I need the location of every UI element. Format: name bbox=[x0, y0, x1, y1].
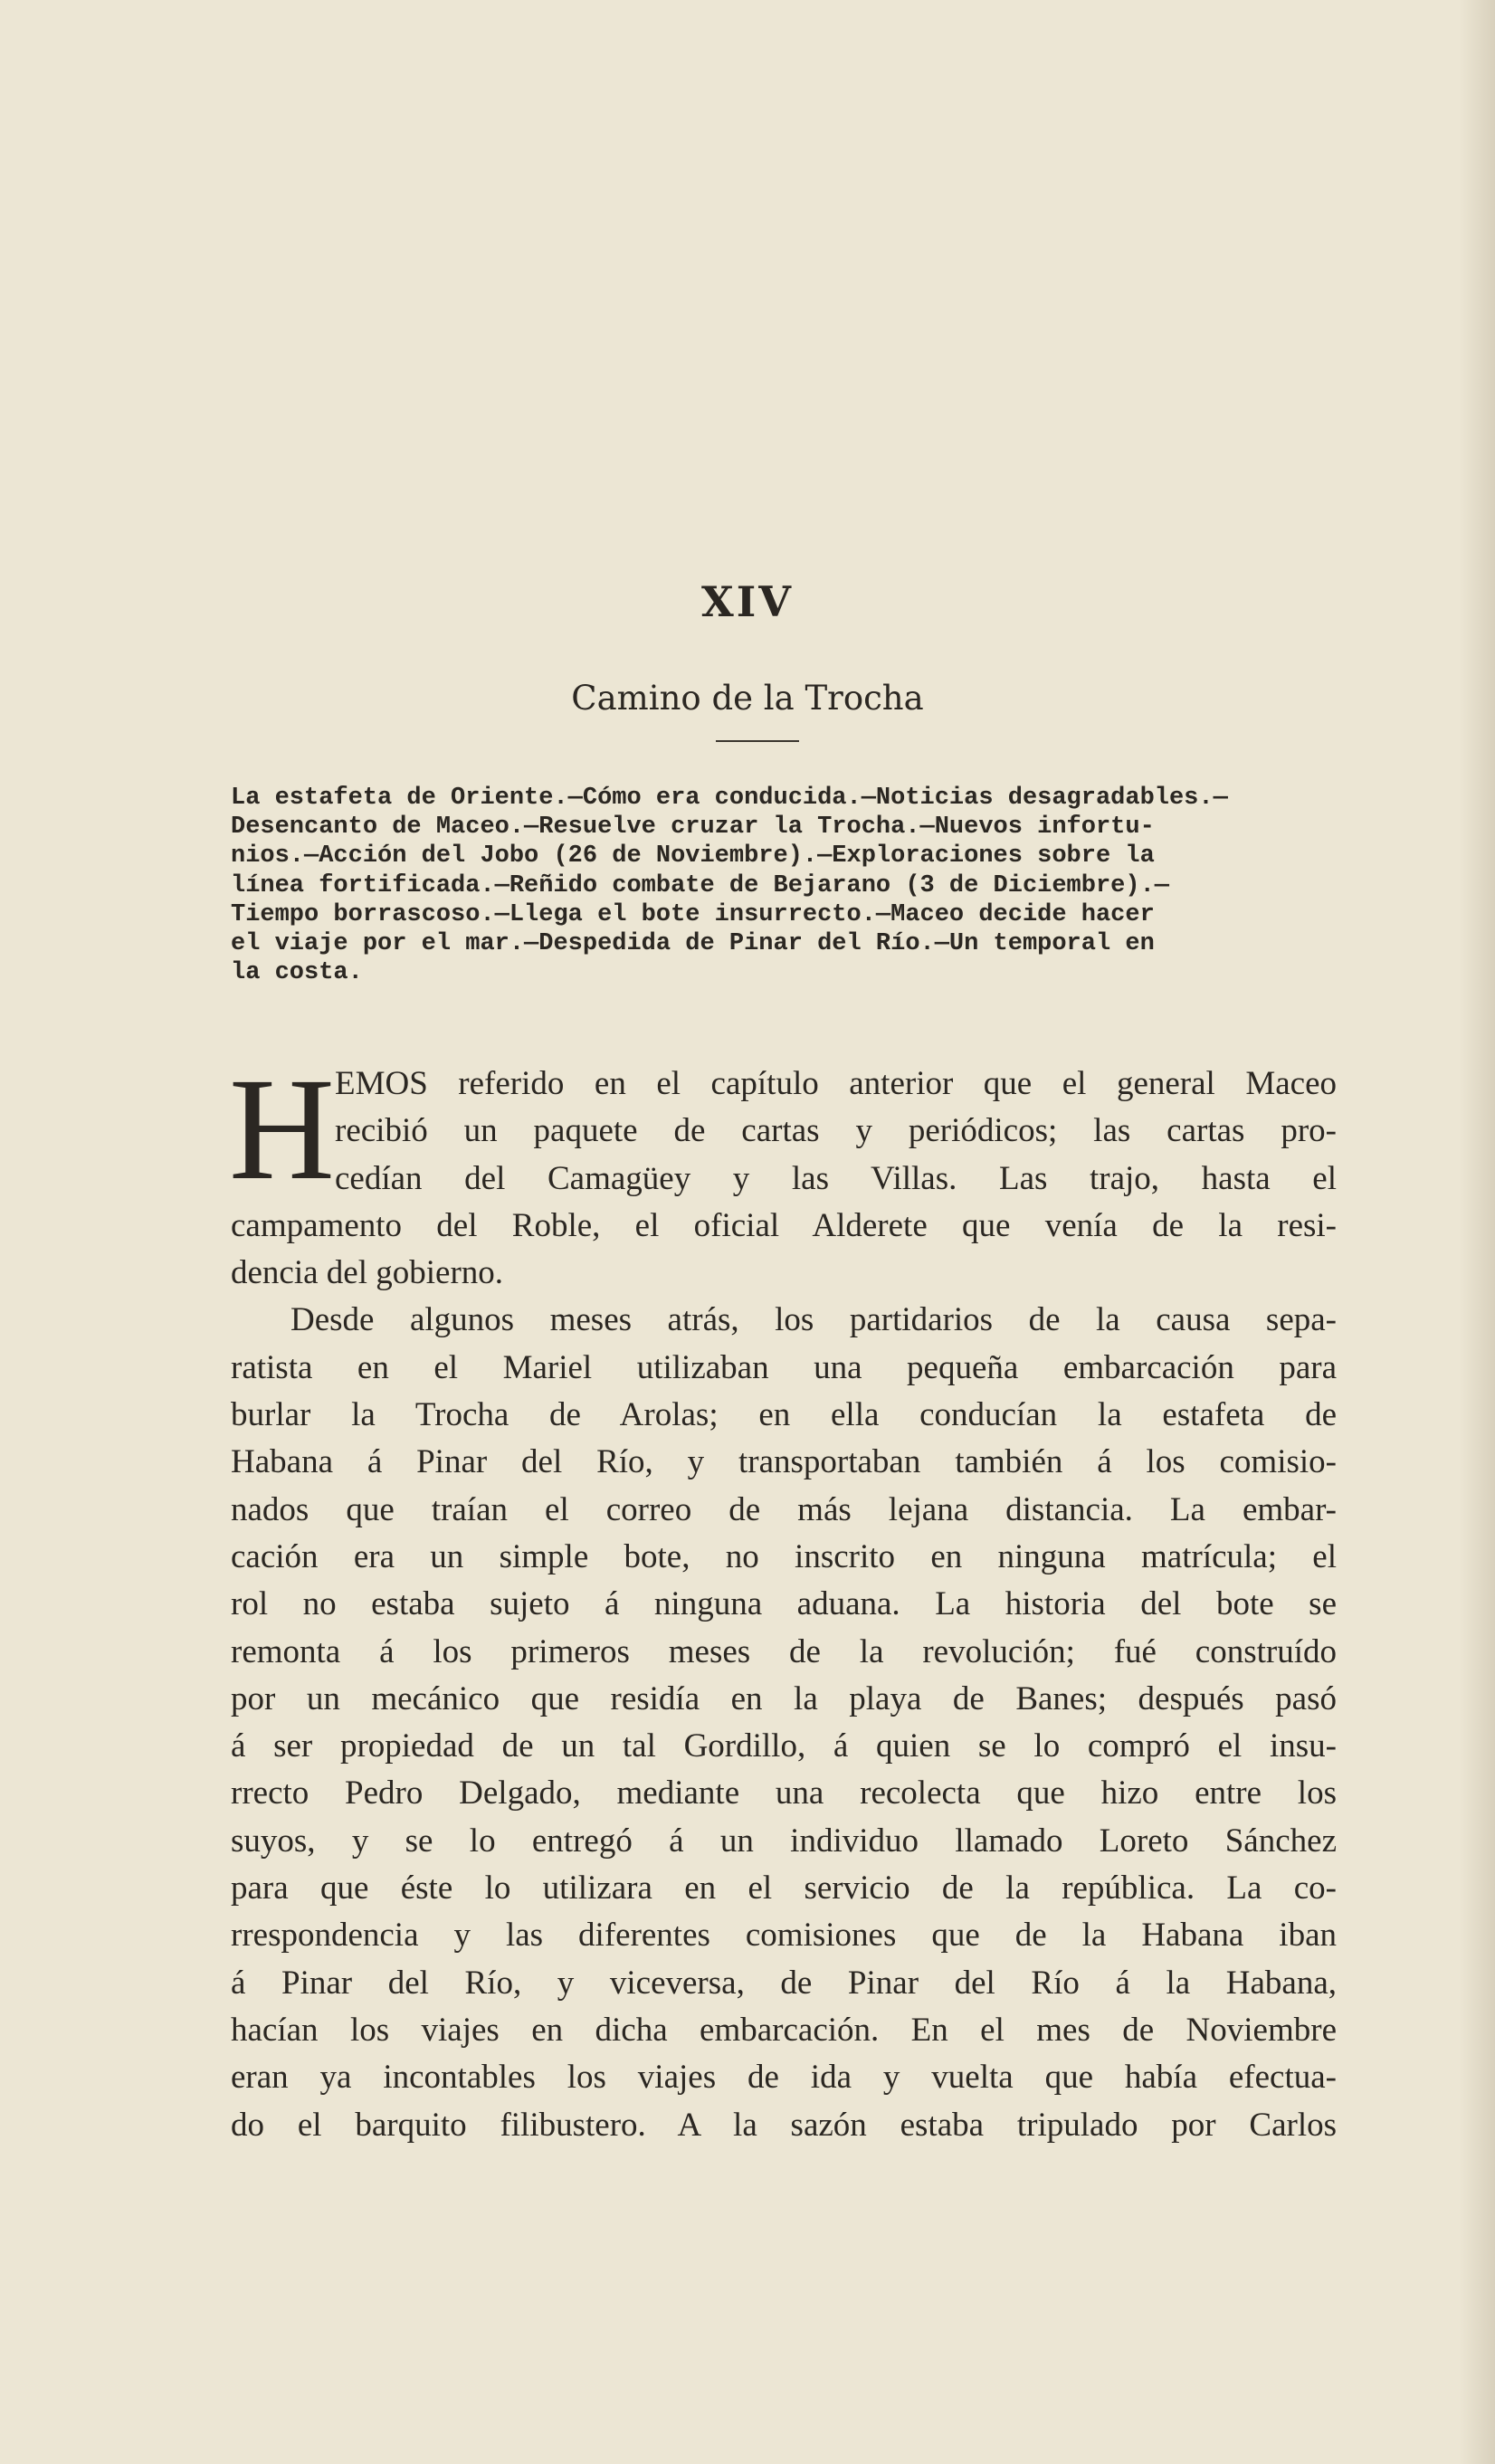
body-line: á Pinar del Río, y viceversa, de Pinar del Río á la Habana, bbox=[231, 1964, 1337, 2002]
summary-line: línea fortificada.—Reñido combate de Bejarano (3 de Diciembre).— bbox=[231, 871, 1169, 899]
drop-cap: H bbox=[229, 1049, 335, 1211]
summary-line: Desencanto de Maceo.—Resuelve cruzar la Trocha.—Nuevos infortu- bbox=[231, 813, 1155, 842]
summary-line: nios.—Acción del Jobo (26 de Noviembre).—Exploraciones sobre la bbox=[231, 842, 1155, 870]
body-line: EMOS referido en el capítulo anterior que el general Maceo bbox=[335, 1065, 1337, 1102]
chapter-number: XIV bbox=[701, 577, 794, 626]
body-line: nados que traían el correo de más lejana distancia. La embar- bbox=[231, 1490, 1337, 1528]
body-line: campamento del Roble, el oficial Alderete que venía de la resi- bbox=[231, 1206, 1337, 1244]
body-line: cación era un simple bote, no inscrito en ninguna matrícula; el bbox=[231, 1537, 1337, 1575]
title-divider bbox=[716, 740, 799, 742]
body-line: cedían del Camagüey y las Villas. Las trajo, hasta el bbox=[335, 1159, 1337, 1197]
summary-line: La estafeta de Oriente.—Cómo era conducida.—Noticias desagradables.— bbox=[231, 785, 1228, 812]
summary-line: Tiempo borrascoso.—Llega el bote insurrecto.—Maceo decide hacer bbox=[231, 900, 1155, 928]
body-line: do el barquito filibustero. A la sazón estaba tripulado por Carlos bbox=[231, 2106, 1337, 2144]
summary-line: la costa. bbox=[231, 959, 363, 987]
body-line: rrespondencia y las diferentes comisiones que de la Habana iban bbox=[231, 1917, 1337, 1955]
body-line: recibió un paquete de cartas y periódicos; las cartas pro- bbox=[335, 1112, 1337, 1150]
body-line: á ser propiedad de un tal Gordillo, á quien se lo compró el insu- bbox=[231, 1727, 1337, 1765]
body-line: por un mecánico que residía en la playa de Banes; después pasó bbox=[231, 1679, 1337, 1717]
body-line: hacían los viajes en dicha embarcación. En el mes de Noviembre bbox=[231, 2011, 1337, 2049]
body-line: Desde algunos meses atrás, los partidarios de la causa sepa- bbox=[290, 1301, 1337, 1339]
body-line: rrecto Pedro Delgado, mediante una recolecta que hizo entre los bbox=[231, 1774, 1337, 1812]
body-line: suyos, y se lo entregó á un individuo llamado Loreto Sánchez bbox=[231, 1822, 1337, 1860]
chapter-summary bbox=[231, 784, 1337, 987]
page-edge bbox=[1459, 0, 1495, 2464]
body-line: burlar la Trocha de Arolas; en ella conducían la estafeta de bbox=[231, 1396, 1337, 1434]
body-line: dencia del gobierno. bbox=[231, 1254, 504, 1292]
chapter-title: Camino de la Trocha bbox=[571, 679, 924, 718]
body-line: rol no estaba sujeto á ninguna aduana. La historia del bote se bbox=[231, 1585, 1337, 1623]
body-line: para que éste lo utilizara en el servicio de la república. La co- bbox=[231, 1869, 1337, 1907]
body-line: ratista en el Mariel utilizaban una pequeña embarcación para bbox=[231, 1348, 1337, 1386]
body-line: eran ya incontables los viajes de ida y vuelta que había efectua- bbox=[231, 2059, 1337, 2097]
body-line: Habana á Pinar del Río, y transportaban también á los comisio- bbox=[231, 1443, 1337, 1481]
body-text bbox=[231, 1061, 1337, 2149]
body-line: remonta á los primeros meses de la revolución; fué construído bbox=[231, 1632, 1337, 1670]
summary-line: el viaje por el mar.—Despedida de Pinar del Río.—Un temporal en bbox=[231, 930, 1155, 958]
